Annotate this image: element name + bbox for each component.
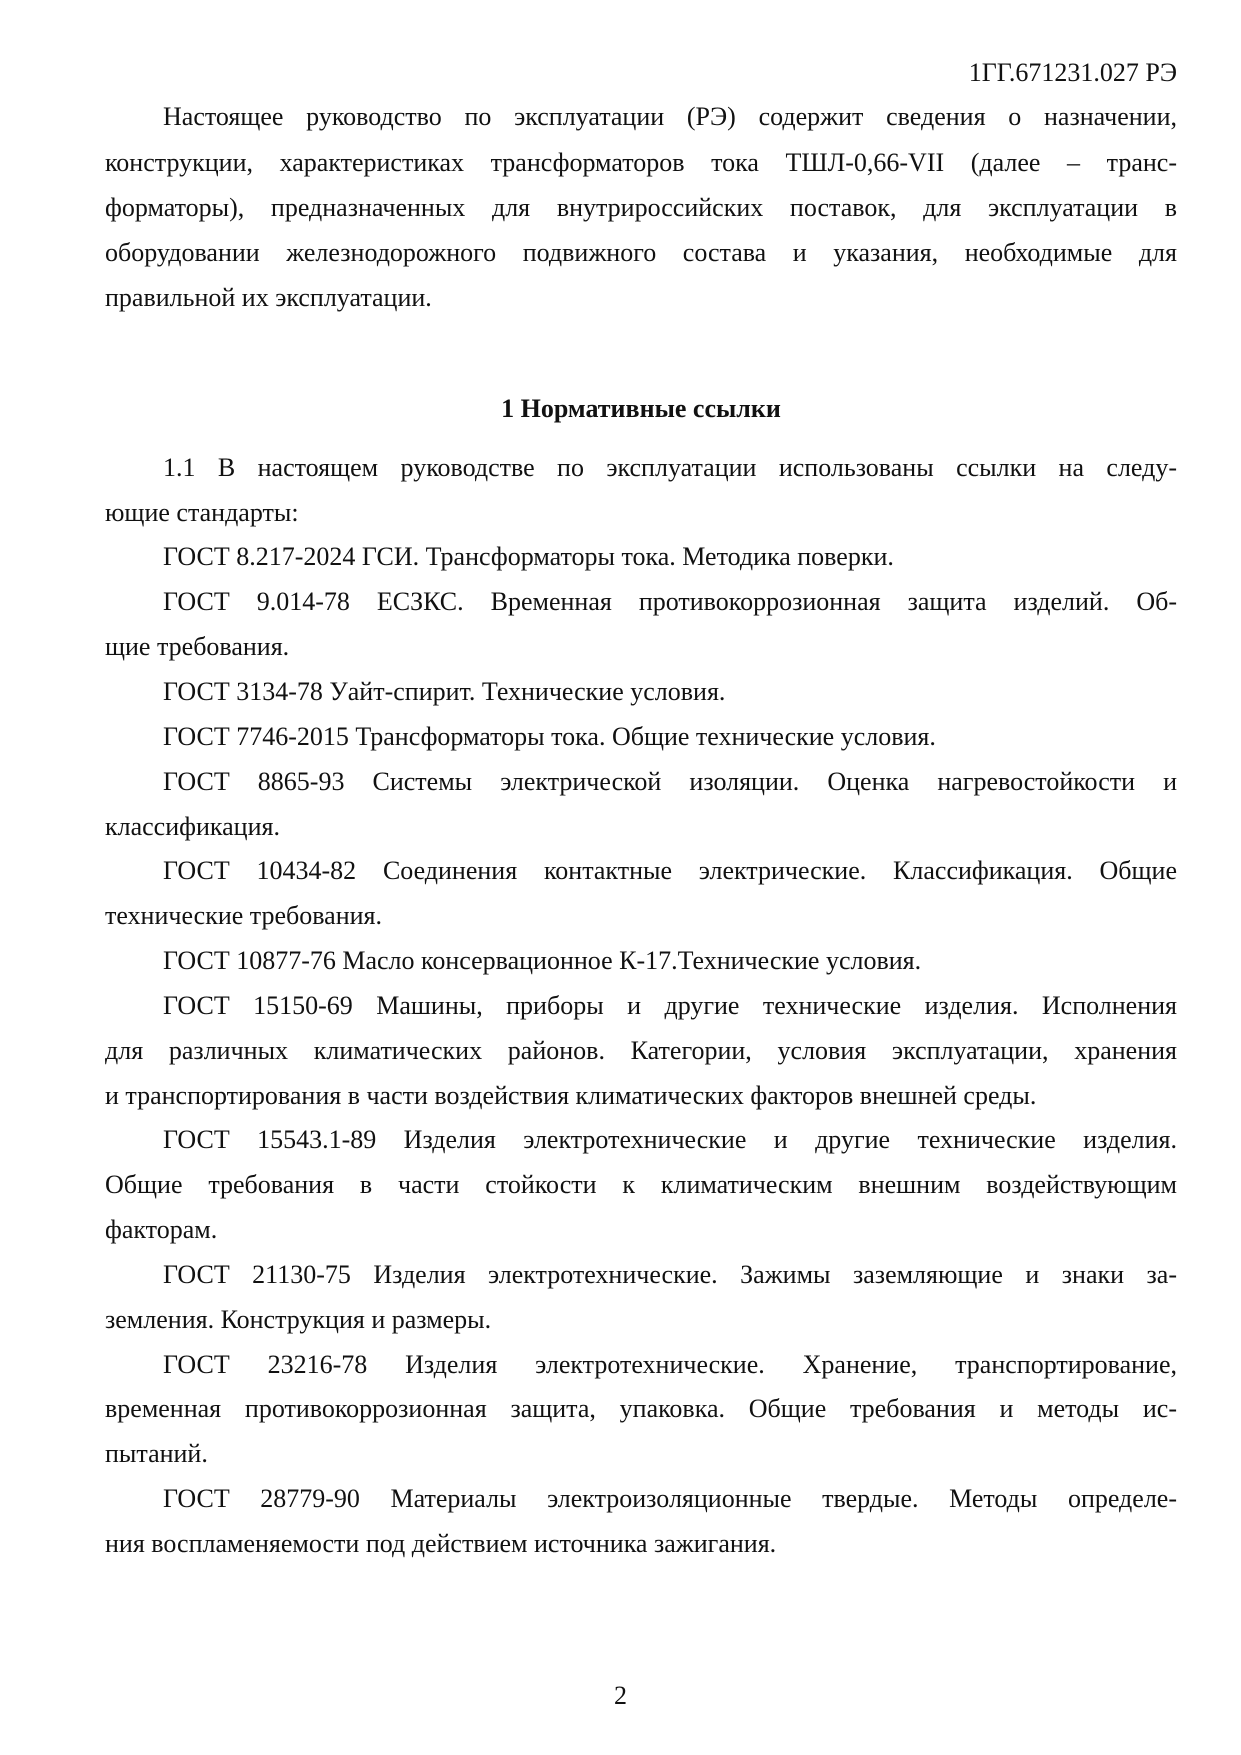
text-line: пытаний. — [105, 1439, 208, 1468]
text-line: и транспортирования в части воздействия климатических факторов внешней среды. — [105, 1081, 1037, 1110]
text-line: ГОСТ 8.217-2024 ГСИ. Трансформаторы тока. Методика поверки. — [163, 542, 894, 571]
text-line: ГОСТ 3134-78 Уайт-спирит. Технические условия. — [163, 677, 726, 706]
text-line: для различных климатических районов. Категории, условия эксплуатации, хранения — [105, 1036, 1177, 1065]
section-heading: 1 Нормативные ссылки — [501, 394, 781, 423]
text-line: конструкции, характеристиках трансформаторов тока ТШЛ-0,66-VII (далее – транс- — [105, 148, 1177, 177]
text-line: форматоры), предназначенных для внутрироссийских поставок, для эксплуатации в — [105, 193, 1177, 222]
text-line: правильной их эксплуатации. — [105, 283, 432, 312]
text-line: ГОСТ 28779-90 Материалы электроизоляционные твердые. Методы определе- — [163, 1484, 1177, 1513]
text-line: классификация. — [105, 812, 280, 841]
text-line: ния воспламеняемости под действием источника зажигания. — [105, 1529, 777, 1558]
text-line: щие требования. — [105, 632, 290, 661]
text-line: ГОСТ 21130-75 Изделия электротехнические. Зажимы заземляющие и знаки за- — [163, 1260, 1177, 1289]
text-line: ГОСТ 23216-78 Изделия электротехнические. Хранение, транспортирование, — [163, 1350, 1177, 1379]
text-line: ГОСТ 15543.1-89 Изделия электротехнические и другие технические изделия. — [163, 1125, 1177, 1154]
document-code: 1ГГ.671231.027 РЭ — [968, 58, 1177, 87]
text-line: Настоящее руководство по эксплуатации (РЭ) содержит сведения о назначении, — [163, 102, 1177, 131]
text-line: ГОСТ 15150-69 Машины, приборы и другие технические изделия. Исполнения — [163, 991, 1177, 1020]
page-number: 2 — [614, 1681, 627, 1710]
text-line: ГОСТ 8865-93 Системы электрической изоляции. Оценка нагревостойкости и — [163, 767, 1177, 796]
text-line: технические требования. — [105, 901, 382, 930]
text-line: Общие требования в части стойкости к климатическим внешним воздействующим — [105, 1170, 1177, 1199]
text-line: факторам. — [105, 1215, 218, 1244]
text-line: ГОСТ 7746-2015 Трансформаторы тока. Общие технические условия. — [163, 722, 936, 751]
text-line: ГОСТ 10877-76 Масло консервационное К-17.Технические условия. — [163, 946, 922, 975]
text-line: временная противокоррозионная защита, упаковка. Общие требования и методы ис- — [105, 1394, 1177, 1423]
text-line: ющие стандарты: — [105, 498, 299, 527]
text-line: оборудовании железнодорожного подвижного состава и указания, необходимые для — [105, 238, 1177, 267]
text-line: ГОСТ 10434-82 Соединения контактные электрические. Классификация. Общие — [163, 856, 1177, 885]
text-line: земления. Конструкция и размеры. — [105, 1305, 492, 1334]
text-line: 1.1 В настоящем руководстве по эксплуатации использованы ссылки на следу- — [163, 453, 1177, 482]
text-line: ГОСТ 9.014-78 ЕСЗКС. Временная противокоррозионная защита изделий. Об- — [163, 587, 1177, 616]
